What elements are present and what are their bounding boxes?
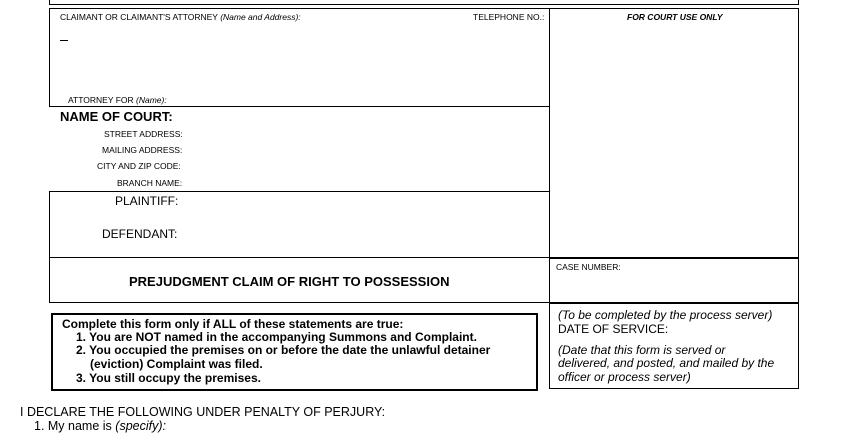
instructions-heading: Complete this form only if ALL of these statements are true: xyxy=(62,317,404,331)
defendant-field[interactable] xyxy=(185,227,544,243)
declaration-heading: I DECLARE THE FOLLOWING UNDER PENALTY OF PERJURY: xyxy=(20,405,386,419)
claimant-dash xyxy=(60,40,68,41)
case-number-field[interactable] xyxy=(556,278,795,294)
declaration-item-1: 1. My name is (specify): xyxy=(34,419,166,433)
service-date-note-1: (Date that this form is served or xyxy=(558,343,726,357)
service-date-note-3: officer or process server) xyxy=(558,370,691,384)
instruction-item-1: 1. You are NOT named in the accompanying Summons and Complaint. xyxy=(76,330,477,344)
claimant-label: CLAIMANT OR CLAIMANT'S ATTORNEY (Name and Address): xyxy=(60,12,301,22)
top-edge-box xyxy=(49,0,799,5)
court-use-box xyxy=(549,8,799,259)
instruction-item-2-cont: (eviction) Complaint was filed. xyxy=(90,357,263,371)
city-field[interactable] xyxy=(185,158,544,174)
street-label: STREET ADDRESS: xyxy=(104,129,183,139)
street-field[interactable] xyxy=(185,126,544,142)
branch-label: BRANCH NAME: xyxy=(117,178,183,188)
instruction-item-2: 2. You occupied the premises on or before the date the unlawful detainer xyxy=(76,343,491,357)
defendant-label: DEFENDANT: xyxy=(102,227,178,241)
my-name-field[interactable] xyxy=(200,419,794,435)
branch-field[interactable] xyxy=(185,175,544,191)
instruction-item-3: 3. You still occupy the premises. xyxy=(76,371,261,385)
service-date-note-2: delivered, and posted, and mailed by the xyxy=(558,356,775,370)
case-number-label: CASE NUMBER: xyxy=(556,262,621,272)
city-label: CITY AND ZIP CODE: xyxy=(97,161,181,171)
telephone-field[interactable] xyxy=(473,26,547,42)
telephone-label: TELEPHONE NO.: xyxy=(473,12,545,22)
court-name-label: NAME OF COURT: xyxy=(60,109,173,124)
date-of-service-field[interactable] xyxy=(676,322,795,338)
court-use-label: FOR COURT USE ONLY xyxy=(627,12,723,22)
form-title: PREJUDGMENT CLAIM OF RIGHT TO POSSESSION xyxy=(129,274,450,289)
mailing-field[interactable] xyxy=(185,142,544,158)
date-of-service-label: DATE OF SERVICE: xyxy=(558,322,669,336)
plaintiff-field[interactable] xyxy=(185,194,544,210)
mailing-label: MAILING ADDRESS: xyxy=(102,145,183,155)
service-note: (To be completed by the process server) xyxy=(558,308,773,322)
plaintiff-label: PLAINTIFF: xyxy=(115,194,179,208)
attorney-for-label: ATTORNEY FOR (Name): xyxy=(68,95,167,105)
claimant-name-field[interactable] xyxy=(72,30,456,46)
attorney-for-field[interactable] xyxy=(170,92,544,108)
